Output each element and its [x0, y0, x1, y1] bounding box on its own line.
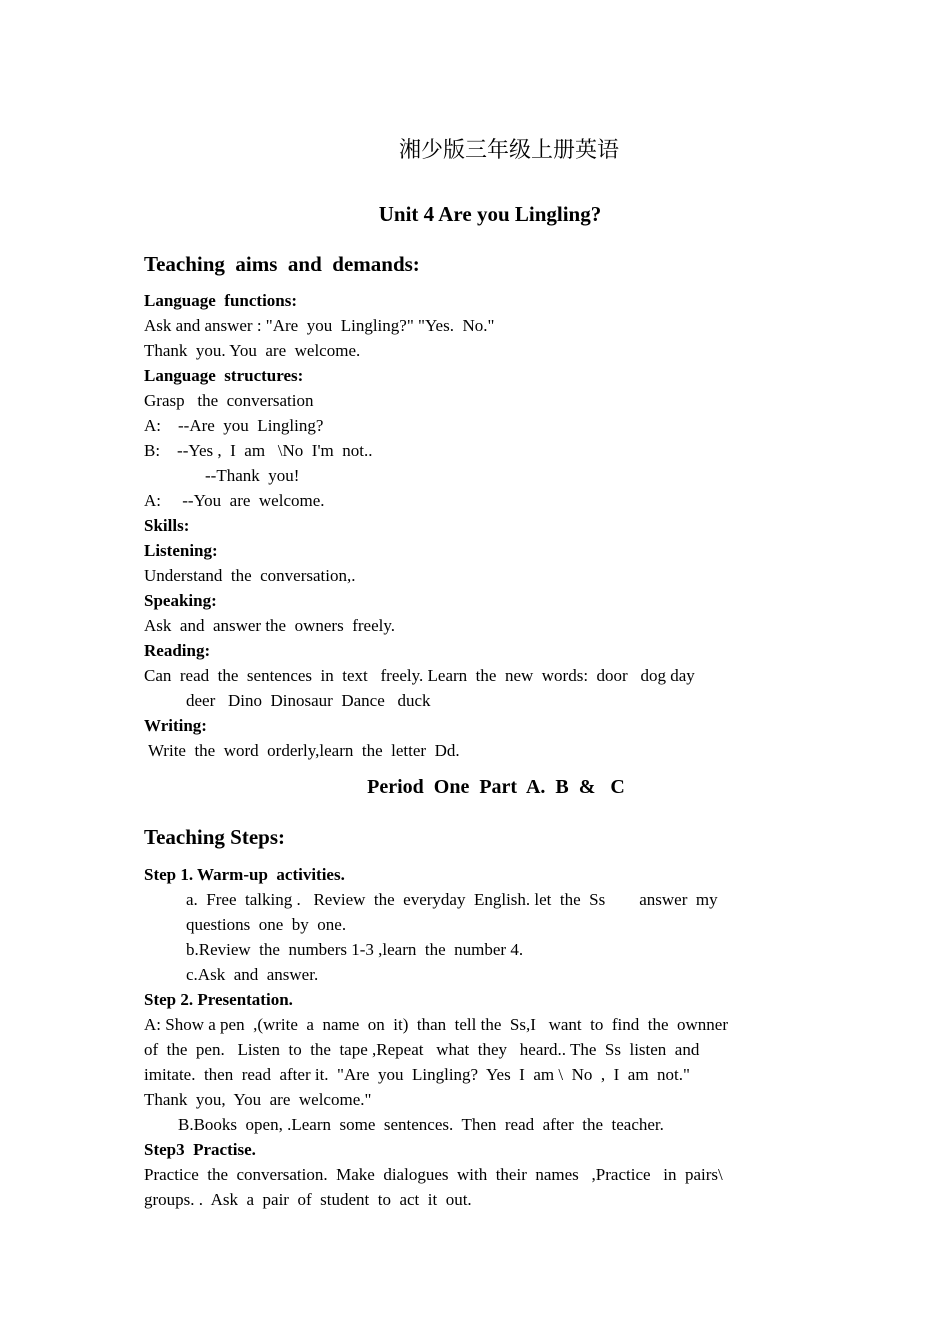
structures-line-5: A: --You are welcome.: [144, 491, 325, 510]
unit-title: Unit 4 Are you Lingling?: [378, 202, 602, 226]
step2-b: B.Books open, .Learn some sentences. Then read after the teacher.: [178, 1115, 664, 1134]
aims-heading: Teaching aims and demands:: [144, 252, 420, 276]
language-functions-label: Language functions:: [144, 291, 298, 310]
step2-label: Step 2. Presentation.: [144, 990, 293, 1009]
step1-c: c.Ask and answer.: [186, 965, 319, 984]
period-title: Period One Part A. B & C: [367, 776, 625, 798]
listening-label: Listening:: [144, 541, 218, 560]
language-structures-label: Language structures:: [144, 366, 304, 385]
step1-b: b.Review the numbers 1-3 ,learn the number 4.: [186, 940, 524, 959]
reading-text-line-1: Can read the sentences in text freely. Learn the new words: door dog day: [144, 666, 695, 685]
language-functions-line-1: Ask and answer : "Are you Lingling?" "Yes. No.": [144, 316, 495, 335]
step2-a-line-1: A: Show a pen ,(write a name on it) than tell the Ss,I want to find the ownner: [144, 1015, 729, 1034]
writing-label: Writing:: [144, 716, 207, 735]
structures-line-2: A: --Are you Lingling?: [144, 416, 324, 435]
step2-a-line-2: of the pen. Listen to the tape ,Repeat what they heard.. The Ss listen and: [144, 1040, 700, 1059]
step3-line-2: groups. . Ask a pair of student to act it out.: [144, 1190, 472, 1209]
reading-text-line-2: deer Dino Dinosaur Dance duck: [186, 691, 431, 710]
step1-label: Step 1. Warm-up activities.: [144, 865, 345, 884]
step3-line-1: Practice the conversation. Make dialogues with their names ,Practice in pairs\: [144, 1165, 723, 1184]
writing-text: Write the word orderly,learn the letter Dd.: [144, 741, 460, 760]
reading-label: Reading:: [144, 641, 211, 660]
step1-a-line-2: questions one by one.: [186, 915, 347, 934]
step1-a-line-1: a. Free talking . Review the everyday English. let the Ss answer my: [186, 890, 718, 909]
step3-label: Step3 Practise.: [144, 1140, 256, 1159]
step2-a-line-3: imitate. then read after it. "Are you Lingling? Yes I am \ No , I am not.": [144, 1065, 690, 1084]
structures-line-4: --Thank you!: [205, 466, 300, 485]
speaking-text: Ask and answer the owners freely.: [144, 616, 395, 635]
language-functions-line-2: Thank you. You are welcome.: [144, 341, 361, 360]
document-title-chinese: 湘少版三年级上册英语: [398, 138, 619, 163]
structures-line-1: Grasp the conversation: [144, 391, 314, 410]
listening-text: Understand the conversation,.: [144, 566, 356, 585]
step2-a-line-4: Thank you, You are welcome.": [144, 1090, 372, 1109]
skills-label: Skills:: [144, 516, 190, 535]
steps-heading: Teaching Steps:: [144, 825, 286, 849]
speaking-label: Speaking:: [144, 591, 217, 610]
structures-line-3: B: --Yes , I am \No I'm not..: [144, 441, 373, 460]
